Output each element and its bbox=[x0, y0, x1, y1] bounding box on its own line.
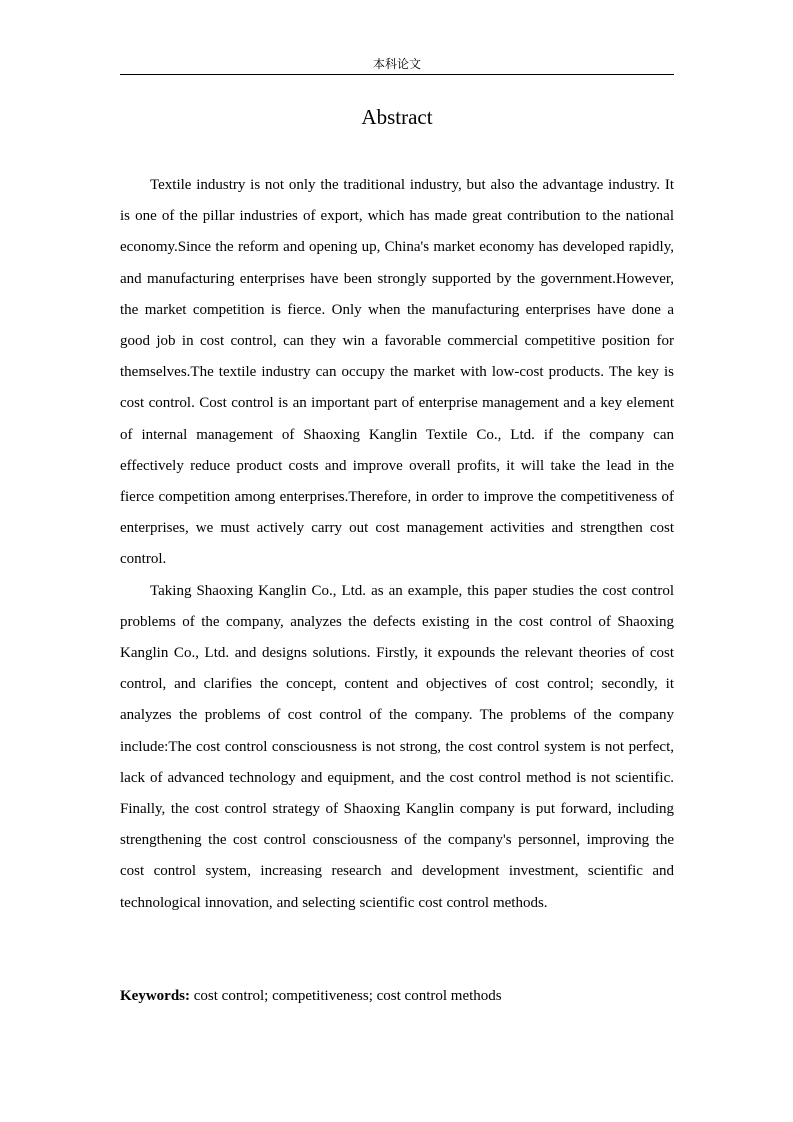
abstract-title: Abstract bbox=[361, 105, 433, 129]
running-header: 本科论文 bbox=[372, 57, 421, 71]
header-rule bbox=[120, 74, 674, 75]
abstract-body bbox=[120, 170, 674, 919]
abstract-paragraph-1: Textile industry is not only the traditional industry, but also the advantage industry. It is one of the pillar industries of export, which has made great contribution to the national economy.Since the reform and opening up, China's market economy has developed rapidly, and manufacturing enterprises have been strongly supported by the government.However, the market competition is fierce. Only when the manufacturing enterprises have done a good job in cost control, can they win a favorable commercial competitive position for themselves.The textile industry can occupy the market with low-cost products. The key is cost control. Cost control is an important part of enterprise management and a key element of internal management of Shaoxing Kanglin Textile Co., Ltd. if the company can effectively reduce product costs and improve overall profits, it will take the lead in the fierce competition among enterprises.Therefore, in order to improve the competitiveness of enterprises, we must actively carry out cost management activities and strengthen cost control. bbox=[120, 177, 674, 568]
keywords-text: cost control; competitiveness; cost control methods bbox=[190, 988, 502, 1004]
keywords-label: Keywords: bbox=[120, 988, 190, 1004]
abstract-paragraph-2: Taking Shaoxing Kanglin Co., Ltd. as an example, this paper studies the cost control problems of the company, analyzes the defects existing in the cost control of Shaoxing Kanglin Co., Ltd. and designs solutions. Firstly, it expounds the relevant theories of cost control, and clarifies the concept, content and objectives of cost control; secondly, it analyzes the problems of cost control of the company. The problems of the company include:The cost control consciousness is not strong, the cost control system is not perfect, lack of advanced technology and equipment, and the cost control method is not scientific. Finally, the cost control strategy of Shaoxing Kanglin company is put forward, including strengthening the cost control consciousness of the company's personnel, improving the cost control system, increasing research and development investment, scientific and technological innovation, and selecting scientific cost control methods. bbox=[120, 582, 674, 911]
keywords-line bbox=[120, 983, 674, 1009]
